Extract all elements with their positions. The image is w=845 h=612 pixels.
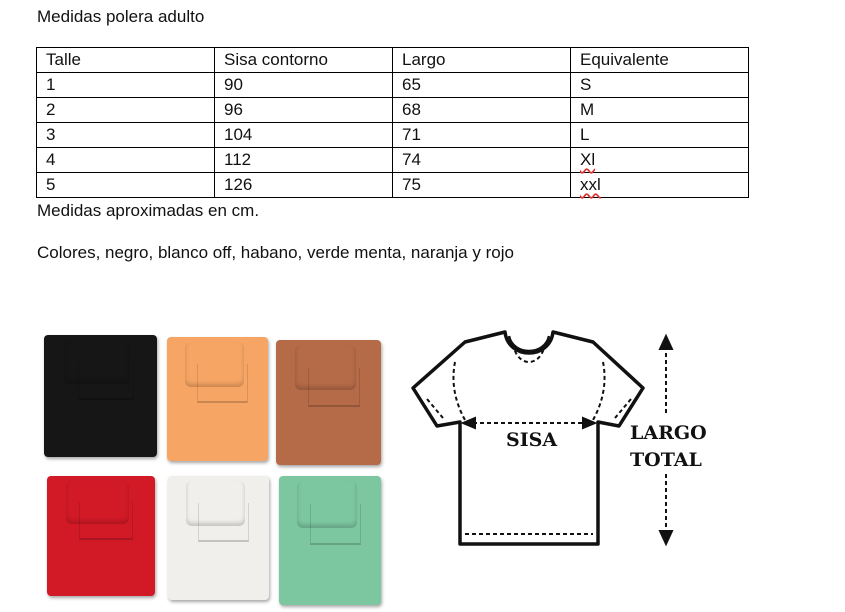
largo-label-line2: TOTAL (630, 449, 702, 471)
shirt-fold (310, 504, 361, 545)
tshirt-measurement-diagram (405, 322, 725, 552)
table-cell: 126 (215, 173, 393, 198)
table-cell: S (571, 73, 749, 98)
table-cell: 75 (393, 173, 571, 198)
measurement-note: Medidas aproximadas en cm. (37, 201, 260, 220)
table-header-cell: Equivalente (571, 48, 749, 73)
table-header-cell: Sisa contorno (215, 48, 393, 73)
largo-label-line1: LARGO (630, 422, 707, 444)
table-header-cell: Talle (37, 48, 215, 73)
table-row (37, 73, 749, 98)
table-cell: 90 (215, 73, 393, 98)
table-cell: 71 (393, 123, 571, 148)
spellcheck-flagged-text: Xl (580, 150, 596, 169)
shirt-white (168, 476, 269, 600)
table-row (37, 98, 749, 123)
shirt-orange (167, 337, 268, 461)
table-cell (571, 173, 749, 198)
sisa-label: SISA (506, 429, 558, 451)
shirt-mint (279, 476, 381, 605)
shirt-fold (197, 364, 247, 403)
table-row (37, 148, 749, 173)
shirt-fold (308, 368, 360, 408)
table-cell: 104 (215, 123, 393, 148)
folded-shirts-photo (0, 300, 400, 612)
table-cell: M (571, 98, 749, 123)
spellcheck-flagged-text: xxl (580, 175, 601, 194)
table-cell: 5 (37, 173, 215, 198)
table-cell: 3 (37, 123, 215, 148)
table-row (37, 173, 749, 198)
table-header-row (37, 48, 749, 73)
table-cell: 68 (393, 98, 571, 123)
shirt-fold (79, 502, 133, 540)
table-row (37, 123, 749, 148)
table-cell: 1 (37, 73, 215, 98)
page-heading: Medidas polera adulto (37, 7, 205, 26)
table-cell: 2 (37, 98, 215, 123)
colors-text: Colores, negro, blanco off, habano, verde menta, naranja y rojo (37, 243, 514, 262)
size-table (36, 47, 749, 198)
table-cell (571, 148, 749, 173)
table-cell: 96 (215, 98, 393, 123)
table-cell: 112 (215, 148, 393, 173)
shirt-black (44, 335, 157, 457)
table-cell: 65 (393, 73, 571, 98)
shirt-fold (198, 503, 248, 542)
table-cell: 74 (393, 148, 571, 173)
shirt-red (47, 476, 155, 596)
shirt-tan (276, 340, 381, 465)
table-header-cell: Largo (393, 48, 571, 73)
table-cell: L (571, 123, 749, 148)
shirt-fold (78, 362, 134, 401)
table-cell: 4 (37, 148, 215, 173)
